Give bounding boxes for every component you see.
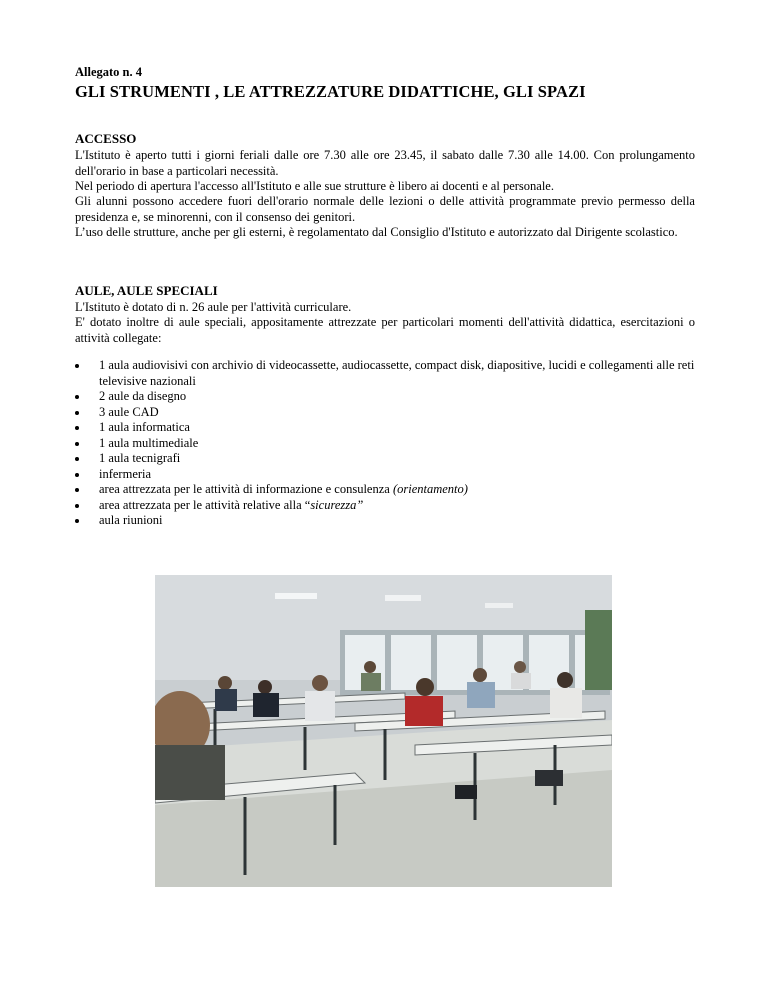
accesso-paragraph-4: L’uso delle strutture, anche per gli esterni, è regolamentato dal Consiglio d'Istituto e autorizzato dal Dirigente scolastico. [75, 225, 678, 239]
list-item: area attrezzata per le attività di informazione e consulenza (orientamento) [75, 482, 695, 498]
list-item: 1 aula audiovisivi con archivio di videocassette, audiocassette, compact disk, diapositive, lucidi e collegamenti alle reti televisive nazionali [75, 358, 695, 389]
accesso-paragraph-3: Gli alunni possono accedere fuori dell'orario normale delle lezioni o delle attività programmate previo permesso della presidenza e, se minorenni, con il consenso dei genitori. [75, 194, 695, 224]
bullet-icon [75, 426, 79, 430]
aule-paragraph-2: E' dotato inoltre di aule speciali, appositamente attrezzate per particolari momenti dell'attività didattica, esercitazioni o attività collegate: [75, 315, 695, 345]
section-heading-accesso: ACCESSO [75, 131, 137, 146]
list-item: infermeria [75, 467, 695, 483]
list-item: 1 aula tecnigrafi [75, 451, 695, 467]
page-title: GLI STRUMENTI , LE ATTREZZATURE DIDATTICHE, GLI SPAZI [75, 82, 586, 101]
list-item: 1 aula multimediale [75, 436, 695, 452]
classroom-photo-icon [155, 575, 612, 887]
bullet-icon [75, 364, 79, 368]
list-item: area attrezzata per le attività relative alla “sicurezza” [75, 498, 695, 514]
accesso-paragraph-2: Nel periodo di apertura l'accesso all'Istituto e alle sue strutture è libero ai docenti e al personale. [75, 179, 554, 193]
section-heading-aule: AULE, AULE SPECIALI [75, 283, 218, 298]
aule-paragraph-1: L'Istituto è dotato di n. 26 aule per l'attività curriculare. [75, 300, 352, 314]
bullet-icon [75, 519, 79, 523]
bullet-icon [75, 442, 79, 446]
special-rooms-list [75, 358, 695, 529]
bullet-icon [75, 457, 79, 461]
bullet-icon [75, 473, 79, 477]
bullet-icon [75, 488, 79, 492]
annex-label: Allegato n. 4 [75, 65, 143, 79]
bullet-icon [75, 504, 79, 508]
bullet-icon [75, 411, 79, 415]
bullet-icon [75, 395, 79, 399]
accesso-paragraph-1: L'Istituto è aperto tutti i giorni feriali dalle ore 7.30 alle ore 23.45, il sabato dalle 7.30 alle 14.00. Con prolungamento dell'orario in base a particolari necessità. [75, 148, 695, 178]
list-item: aula riunioni [75, 513, 695, 529]
list-item: 2 aule da disegno [75, 389, 695, 405]
list-item: 3 aule CAD [75, 405, 695, 421]
list-item: 1 aula informatica [75, 420, 695, 436]
